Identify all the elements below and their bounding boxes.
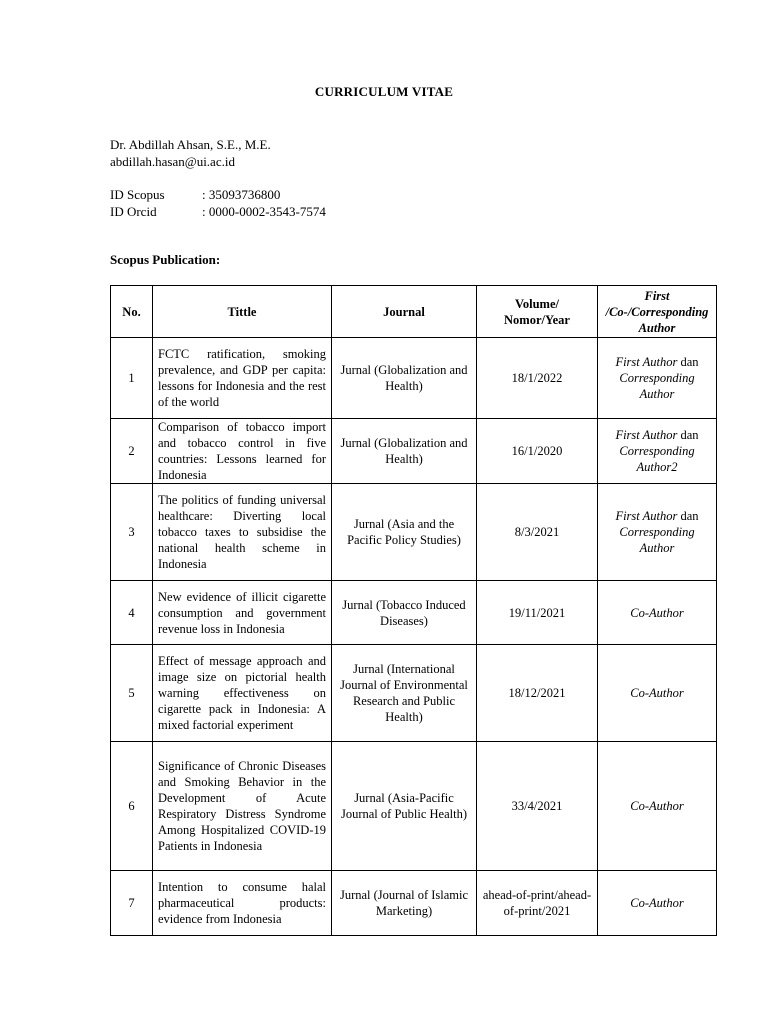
row-title: FCTC ratification, smoking prevalence, and GDP per capita: lessons for Indonesia and the rest of the world <box>153 338 332 419</box>
row-volume: 33/4/2021 <box>477 742 598 871</box>
row-volume: ahead-of-print/ahead-of-print/2021 <box>477 871 598 936</box>
orcid-id-label: ID Orcid <box>110 204 157 219</box>
role-first: Co-Author <box>630 799 684 813</box>
table-row <box>111 338 717 419</box>
header-no: No. <box>111 286 153 338</box>
row-role <box>598 419 717 484</box>
role-first: Co-Author <box>630 686 684 700</box>
row-volume: 18/1/2022 <box>477 338 598 419</box>
row-journal: Jurnal (Journal of Islamic Marketing) <box>332 871 477 936</box>
row-no: 3 <box>111 484 153 581</box>
role-second: Corresponding Author <box>619 525 695 555</box>
role-first: First Author <box>615 355 678 369</box>
orcid-id-value: : 0000-0002-3543-7574 <box>202 204 326 219</box>
row-role <box>598 742 717 871</box>
role-first: Co-Author <box>630 896 684 910</box>
row-title: Intention to consume halal pharmaceutical products: evidence from Indonesia <box>153 871 332 936</box>
table-row <box>111 645 717 742</box>
role-join: dan <box>677 509 699 523</box>
row-no: 4 <box>111 581 153 645</box>
role-join: dan <box>677 355 699 369</box>
header-volume: Volume/ Nomor/Year <box>477 286 598 338</box>
row-title: New evidence of illicit cigarette consumption and government revenue loss in Indonesia <box>153 581 332 645</box>
role-first: Co-Author <box>630 605 684 620</box>
row-no: 6 <box>111 742 153 871</box>
row-volume: 19/11/2021 <box>477 581 598 645</box>
row-journal: Jurnal (Asia and the Pacific Policy Studies) <box>332 484 477 581</box>
document-title: CURRICULUM VITAE <box>314 84 454 99</box>
row-no: 7 <box>111 871 153 936</box>
row-no: 5 <box>111 645 153 742</box>
person-email: abdillah.hasan@ui.ac.id <box>110 154 235 169</box>
row-journal: Jurnal (Globalization and Health) <box>332 338 477 419</box>
section-title: Scopus Publication: <box>110 252 221 267</box>
role-first: First Author <box>615 428 678 442</box>
header-journal: Journal <box>332 286 477 338</box>
orcid-id-row <box>110 204 326 220</box>
row-role <box>598 338 717 419</box>
publications-table <box>110 285 717 936</box>
row-no: 2 <box>111 419 153 484</box>
row-no: 1 <box>111 338 153 419</box>
table-row <box>111 742 717 871</box>
row-title: Comparison of tobacco import and tobacco control in five countries: Lessons learned for Indonesia <box>153 419 332 484</box>
row-role <box>598 871 717 936</box>
scopus-id-value: : 35093736800 <box>202 187 281 202</box>
row-role <box>598 581 717 645</box>
row-volume: 16/1/2020 <box>477 419 598 484</box>
scopus-id-label: ID Scopus <box>110 187 165 202</box>
row-journal: Jurnal (Globalization and Health) <box>332 419 477 484</box>
table-row <box>111 581 717 645</box>
table-row <box>111 871 717 936</box>
role-join: dan <box>677 428 699 442</box>
table-header-row <box>111 286 717 338</box>
role-first: First Author <box>615 509 678 523</box>
role-second: Corresponding Author <box>619 371 695 401</box>
row-journal: Jurnal (Tobacco Induced Diseases) <box>332 581 477 645</box>
row-title: Effect of message approach and image size on pictorial health warning effectiveness on cigarette pack in Indonesia: A mixed factorial experiment <box>153 645 332 742</box>
header-role: First /Co-/Corresponding Author <box>598 286 717 338</box>
row-volume: 8/3/2021 <box>477 484 598 581</box>
scopus-id-row <box>110 187 280 203</box>
row-role <box>598 484 717 581</box>
role-second: Corresponding Author2 <box>619 444 695 474</box>
header-title: Tittle <box>153 286 332 338</box>
row-role <box>598 645 717 742</box>
table-row <box>111 419 717 484</box>
row-journal: Jurnal (International Journal of Environmental Research and Public Health) <box>332 645 477 742</box>
row-journal: Jurnal (Asia-Pacific Journal of Public Health) <box>332 742 477 871</box>
person-name: Dr. Abdillah Ahsan, S.E., M.E. <box>110 137 271 152</box>
table-row <box>111 484 717 581</box>
row-title: The politics of funding universal healthcare: Diverting local tobacco taxes to subsidise the national health scheme in Indonesia <box>153 484 332 581</box>
row-title: Significance of Chronic Diseases and Smoking Behavior in the Development of Acute Respiratory Distress Syndrome Among Hospitalized COVID-19 Patients in Indonesia <box>153 742 332 871</box>
row-volume: 18/12/2021 <box>477 645 598 742</box>
